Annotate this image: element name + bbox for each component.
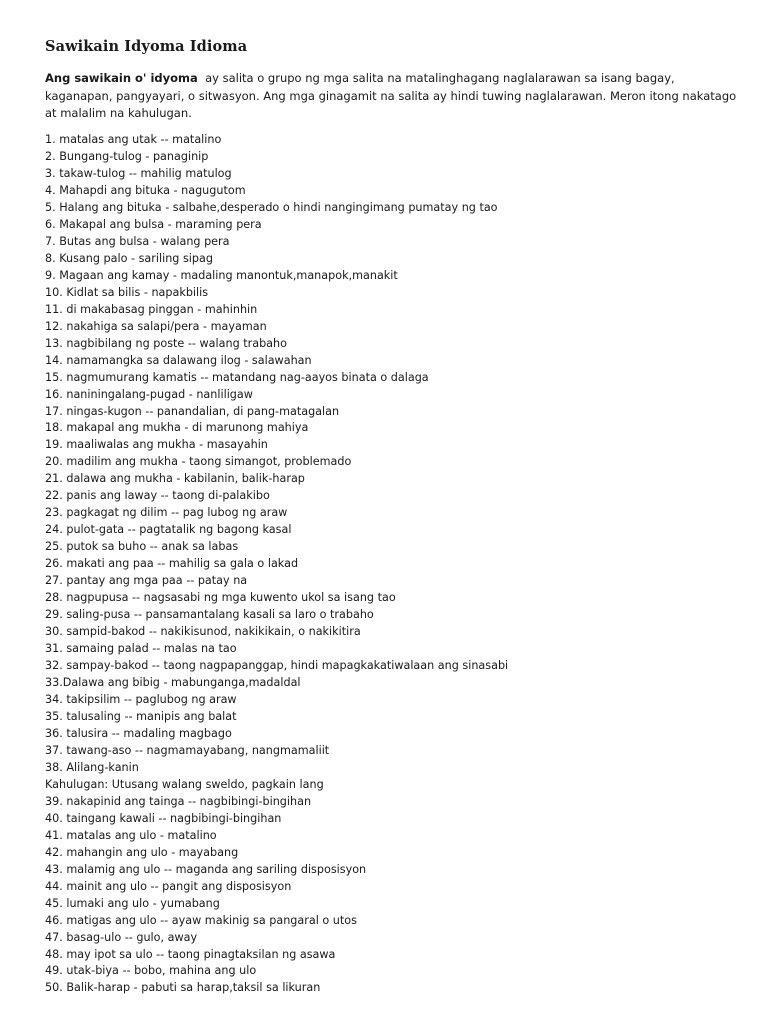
- idiom-entry: 36. talusira -- madaling magbago: [45, 726, 232, 740]
- idiom-entry: Kahulugan: Utusang walang sweldo, pagkain lang: [45, 777, 324, 791]
- idiom-entry: 42. mahangin ang ulo - mayabang: [45, 845, 239, 859]
- idiom-entry: 3. takaw-tulog -- mahilig matulog: [45, 166, 232, 180]
- idiom-entry: 21. dalawa ang mukha - kabilanin, balik-harap: [45, 472, 305, 486]
- idiom-entry: 28. nagpupusa -- nagsasabi ng mga kuwento ukol sa isang tao: [45, 591, 396, 605]
- idiom-entry: 32. sampay-bakod -- taong nagpapanggap, hindi mapagkakatiwalaan ang sinasabi: [45, 659, 509, 673]
- idiom-entry: 38. Alilang-kanin: [45, 760, 139, 774]
- idiom-entry: 18. makapal ang mukha - di marunong mahiya: [45, 421, 309, 435]
- idiom-entry: 9. Magaan ang kamay - madaling manontuk,manapok,manakit: [45, 268, 398, 282]
- idiom-entry: 40. taingang kawali -- nagbibingi-bingihan: [45, 811, 282, 825]
- idiom-entry: 19. maaliwalas ang mukha - masayahin: [45, 438, 268, 452]
- idiom-entry: 34. takipsilim -- paglubog ng araw: [45, 692, 237, 706]
- idiom-entry: 13. nagbibilang ng poste -- walang trabaho: [45, 336, 287, 350]
- idiom-entry: 20. madilim ang mukha - taong simangot, problemado: [45, 455, 352, 469]
- idiom-entry: 39. nakapinid ang tainga -- nagbibingi-bingihan: [45, 794, 312, 808]
- idiom-entry: 10. Kidlat sa bilis - napakbilis: [45, 285, 209, 299]
- idiom-entry: 29. saling-pusa -- pansamantalang kasali sa laro o trabaho: [45, 608, 374, 622]
- idiom-entry: 25. putok sa buho -- anak sa labas: [45, 540, 239, 554]
- idiom-entry: 7. Butas ang bulsa - walang pera: [45, 234, 230, 248]
- idiom-entry: 16. naniningalang-pugad - nanliligaw: [45, 387, 253, 401]
- idiom-entry: 47. basag-ulo -- gulo, away: [45, 930, 198, 944]
- idiom-entry: 22. panis ang laway -- taong di-palakibo: [45, 489, 270, 503]
- document-title: Sawikain Idyoma Idioma: [45, 38, 248, 55]
- idiom-entry: 2. Bungang-tulog - panaginip: [45, 149, 209, 163]
- idiom-entry: 17. ningas-kugon -- panandalian, di pang-matagalan: [45, 404, 340, 418]
- idiom-entry: 6. Makapal ang bulsa - maraming pera: [45, 217, 262, 231]
- intro-text: ay salita o grupo ng mga salita na matalinghagang naglalarawan sa isang bagay, kaganapan, pangyayari, o sitwasyon. Ang mga ginagamit na salita ay hindi tuwing naglalarawan. Meron itong nakatago at malalim na kahulugan.: [45, 71, 740, 120]
- idiom-entry: 8. Kusang palo - sariling sipag: [45, 251, 213, 265]
- intro-lead: Ang sawikain o' idyoma: [45, 71, 198, 85]
- idiom-entry: 12. nakahiga sa salapi/pera - mayaman: [45, 319, 267, 333]
- intro-paragraph: [45, 70, 745, 123]
- idiom-entry: 5. Halang ang bituka - salbahe,desperado o hindi nangingimang pumatay ng tao: [45, 200, 498, 214]
- idiom-entry: 49. utak-biya -- bobo, mahina ang ulo: [45, 964, 257, 978]
- idiom-entry: 35. talusaling -- manipis ang balat: [45, 709, 237, 723]
- idiom-entry: 26. makati ang paa -- mahilig sa gala o lakad: [45, 557, 299, 571]
- idiom-entry: 41. matalas ang ulo - matalino: [45, 828, 217, 842]
- idiom-entry: 30. sampid-bakod -- nakikisunod, nakikikain, o nakikitira: [45, 625, 361, 639]
- idiom-entry: 50. Balik-harap - pabuti sa harap,taksil sa likuran: [45, 981, 321, 995]
- idiom-list: [45, 132, 508, 997]
- idiom-entry: 24. pulot-gata -- pagtatalik ng bagong kasal: [45, 523, 292, 537]
- idiom-entry: 33.Dalawa ang bibig - mabunganga,madaldal: [45, 676, 301, 689]
- idiom-entry: 4. Mahapdi ang bituka - nagugutom: [45, 183, 246, 197]
- idiom-entry: 31. samaing palad -- malas na tao: [45, 642, 237, 656]
- idiom-entry: 43. malamig ang ulo -- maganda ang sariling disposisyon: [45, 862, 367, 876]
- idiom-entry: 45. lumaki ang ulo - yumabang: [45, 896, 220, 910]
- idiom-entry: 23. pagkagat ng dilim -- pag lubog ng araw: [45, 506, 288, 520]
- idiom-entry: 37. tawang-aso -- nagmamayabang, nangmamaliit: [45, 743, 330, 757]
- idiom-entry: 14. namamangka sa dalawang ilog - salawahan: [45, 353, 312, 367]
- idiom-entry: 44. mainit ang ulo -- pangit ang disposisyon: [45, 879, 292, 893]
- idiom-entry: 1. matalas ang utak -- matalino: [45, 133, 222, 146]
- idiom-entry: 15. nagmumurang kamatis -- matandang nag-aayos binata o dalaga: [45, 370, 429, 384]
- idiom-entry: 27. pantay ang mga paa -- patay na: [45, 574, 248, 588]
- idiom-entry: 48. may ipot sa ulo -- taong pinagtaksilan ng asawa: [45, 947, 336, 961]
- idiom-entry: 46. matigas ang ulo -- ayaw makinig sa pangaral o utos: [45, 913, 357, 927]
- idiom-entry: 11. di makabasag pinggan - mahinhin: [45, 302, 258, 316]
